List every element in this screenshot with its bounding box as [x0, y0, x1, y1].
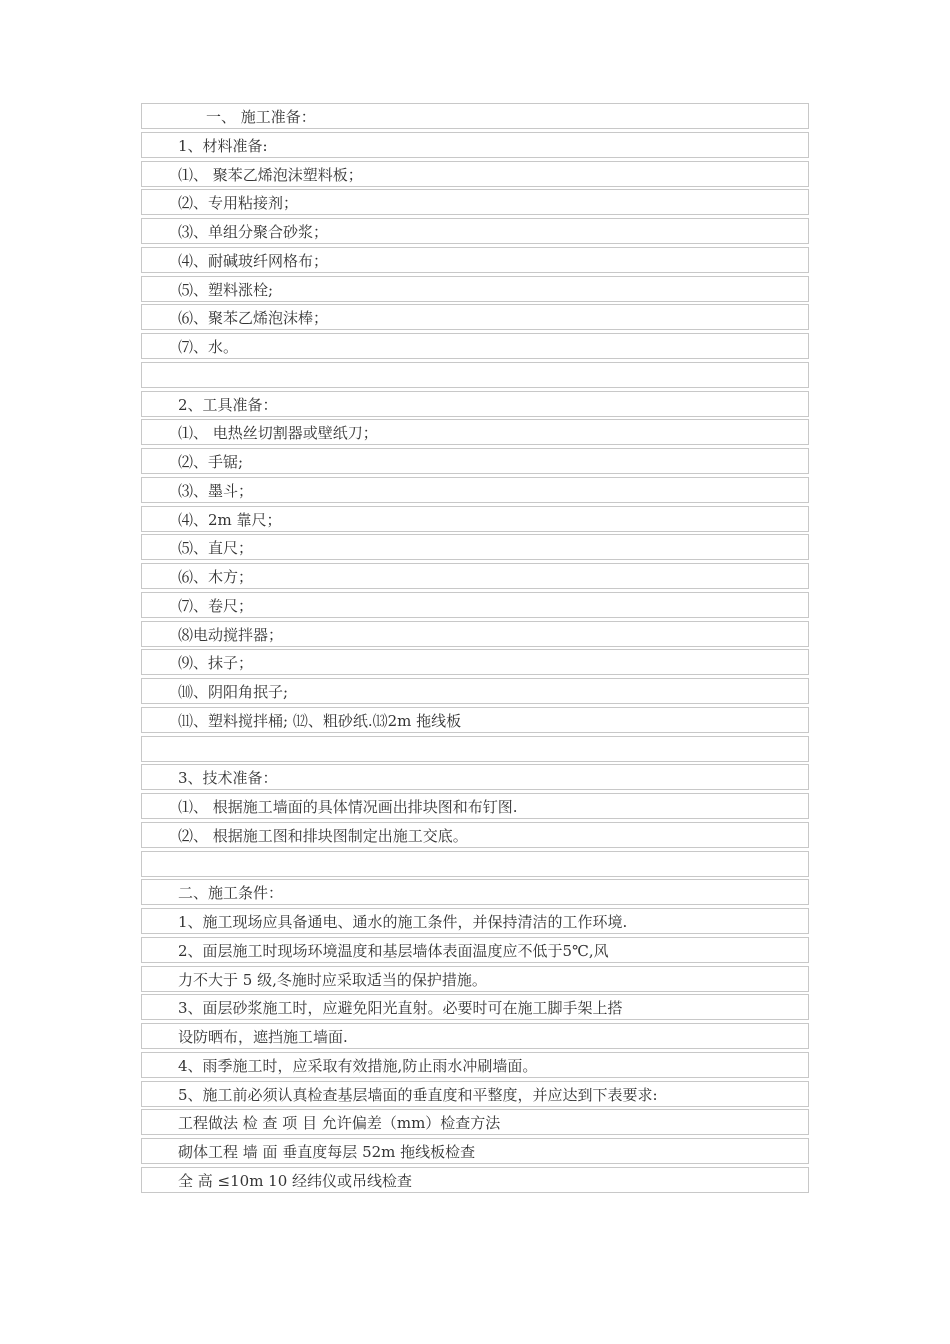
- list-item: ⑸、直尺；: [141, 534, 809, 560]
- tolerance-table-header: 工程做法 检 查 项 目 允许偏差（mm）检查方法: [141, 1109, 809, 1135]
- list-item: ⑹、木方；: [141, 563, 809, 589]
- condition-line: 1、施工现场应具备通电、通水的施工条件，并保持清洁的工作环境.: [141, 908, 809, 934]
- list-item: ⑷、耐碱玻纤网格布；: [141, 247, 809, 273]
- condition-line: 2、面层施工时现场环境温度和基层墙体表面温度应不低于5℃,风: [141, 937, 809, 963]
- list-item: ⑶、单组分聚合砂浆；: [141, 218, 809, 244]
- list-item: ⑴、 聚苯乙烯泡沫塑料板；: [141, 161, 809, 187]
- list-item: ⑾、塑料搅拌桶; ⑿、粗砂纸.⒀2m 拖线板: [141, 707, 809, 733]
- list-item: ⑽、阴阳角抿子;: [141, 678, 809, 704]
- subheading-materials: 1、材料准备:: [141, 132, 809, 158]
- section-heading-preparation: 一、 施工准备：: [141, 103, 809, 129]
- tolerance-table-row: 全 高 ≤10m 10 经纬仪或吊线检查: [141, 1167, 809, 1193]
- section-heading-conditions: 二、施工条件：: [141, 879, 809, 905]
- list-item: ⑺、水。: [141, 333, 809, 359]
- condition-line: 3、面层砂浆施工时，应避免阳光直射。必要时可在施工脚手架上搭: [141, 994, 809, 1020]
- condition-line: 设防晒布，遮挡施工墙面.: [141, 1023, 809, 1049]
- document-table: [141, 103, 809, 1196]
- subheading-technical: 3、技术准备：: [141, 764, 809, 790]
- subheading-tools: 2、工具准备：: [141, 391, 809, 417]
- list-item: ⑷、2m 靠尺；: [141, 506, 809, 532]
- list-item: ⑴、 根据施工墙面的具体情况画出排块图和布钉图.: [141, 793, 809, 819]
- list-item: ⑴、 电热丝切割器或壁纸刀；: [141, 419, 809, 445]
- list-item: ⑺、卷尺；: [141, 592, 809, 618]
- list-item: ⑹、聚苯乙烯泡沫棒；: [141, 304, 809, 330]
- tolerance-table-row: 砌体工程 墙 面 垂直度每层 52m 拖线板检查: [141, 1138, 809, 1164]
- list-item: ⑸、塑料涨栓;: [141, 276, 809, 302]
- empty-row: [141, 736, 809, 762]
- condition-line: 5、施工前必须认真检查基层墙面的垂直度和平整度，并应达到下表要求:: [141, 1081, 809, 1107]
- empty-row: [141, 362, 809, 388]
- list-item: ⑵、 根据施工图和排块图制定出施工交底。: [141, 822, 809, 848]
- condition-line: 4、雨季施工时，应采取有效措施,防止雨水冲刷墙面。: [141, 1052, 809, 1078]
- condition-line: 力不大于 5 级,冬施时应采取适当的保护措施。: [141, 966, 809, 992]
- empty-row: [141, 851, 809, 877]
- list-item: ⑼、抹子；: [141, 649, 809, 675]
- list-item: ⑵、专用粘接剂；: [141, 189, 809, 215]
- list-item: ⑻电动搅拌器；: [141, 621, 809, 647]
- list-item: ⑵、手锯;: [141, 448, 809, 474]
- list-item: ⑶、墨斗；: [141, 477, 809, 503]
